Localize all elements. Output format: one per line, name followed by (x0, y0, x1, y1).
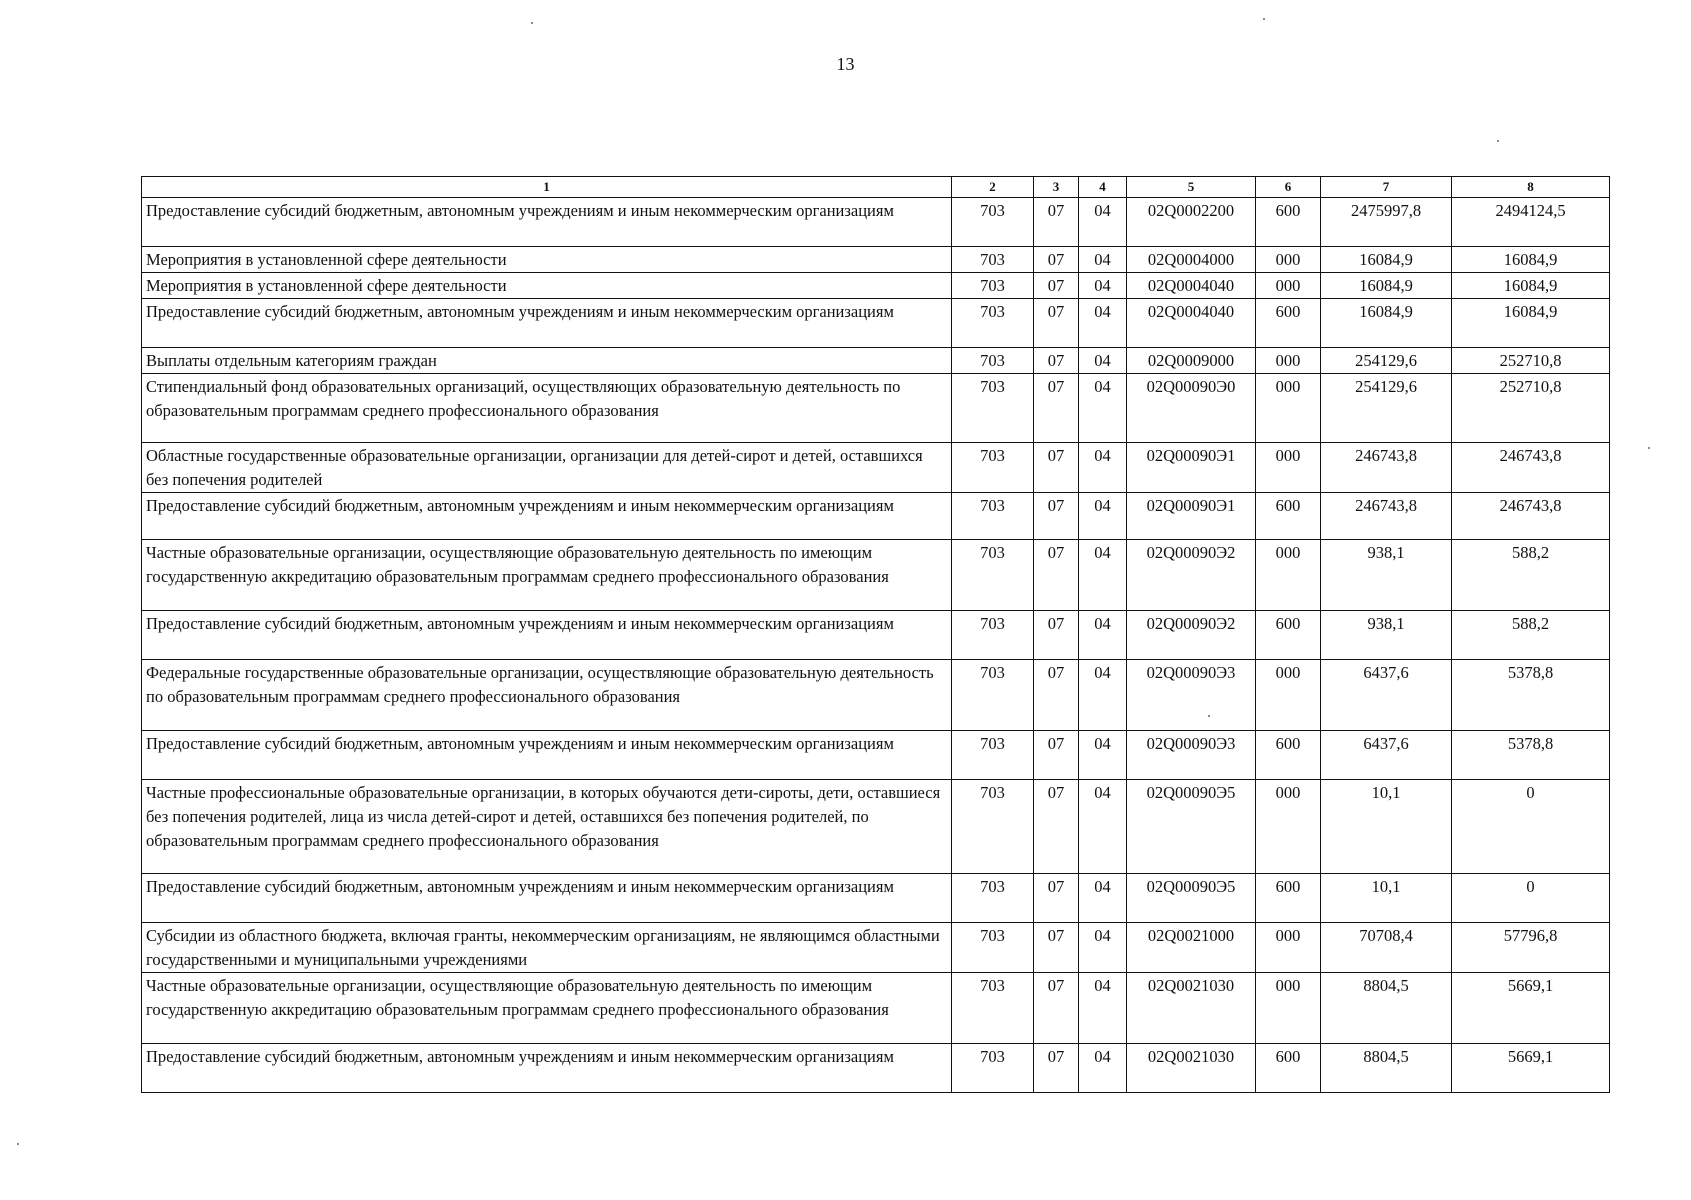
col3-cell: 07 (1034, 780, 1079, 874)
code-cell: 02Q0004000 (1127, 247, 1256, 273)
col3-cell: 07 (1034, 540, 1079, 611)
col4-cell: 04 (1079, 540, 1127, 611)
col2-cell: 703 (952, 731, 1034, 780)
col6-cell: 600 (1256, 611, 1321, 660)
column-header: 8 (1452, 177, 1610, 198)
col4-cell: 04 (1079, 731, 1127, 780)
col3-cell: 07 (1034, 611, 1079, 660)
code-cell: 02Q0021030 (1127, 1044, 1256, 1093)
code-cell: 02Q0009000 (1127, 348, 1256, 374)
amount-col7-cell: 246743,8 (1321, 443, 1452, 493)
amount-col8-cell: 5378,8 (1452, 731, 1610, 780)
code-cell: 02Q0004040 (1127, 299, 1256, 348)
column-header: 1 (142, 177, 952, 198)
col3-cell: 07 (1034, 348, 1079, 374)
row-name: Предоставление субсидий бюджетным, автономным учреждениям и иным некоммерческим организациям (142, 1044, 952, 1093)
column-header: 6 (1256, 177, 1321, 198)
col6-cell: 600 (1256, 874, 1321, 923)
table-row (142, 874, 1610, 923)
col2-cell: 703 (952, 273, 1034, 299)
table-row (142, 540, 1610, 611)
col4-cell: 04 (1079, 923, 1127, 973)
table-row (142, 731, 1610, 780)
row-name: Федеральные государственные образовательные организации, осуществляющие образовательную деятельность по образовательным программам среднего профессионального образования (142, 660, 952, 731)
amount-col8-cell: 5378,8 (1452, 660, 1610, 731)
col3-cell: 07 (1034, 874, 1079, 923)
col4-cell: 04 (1079, 660, 1127, 731)
row-name: Предоставление субсидий бюджетным, автономным учреждениям и иным некоммерческим организациям (142, 493, 952, 540)
row-name: Частные профессиональные образовательные организации, в которых обучаются дети-сироты, дети, оставшиеся без попечения родителей, лица из числа детей-сирот и детей, оставшихся без попечения родителей, по образовательным программам среднего профессионального образования (142, 780, 952, 874)
col2-cell: 703 (952, 923, 1034, 973)
scan-speck (17, 1143, 19, 1145)
table-row (142, 493, 1610, 540)
code-cell: 02Q00090Э2 (1127, 540, 1256, 611)
page-number: 13 (836, 54, 855, 74)
col2-cell: 703 (952, 973, 1034, 1044)
amount-col8-cell: 252710,8 (1452, 374, 1610, 443)
col2-cell: 703 (952, 1044, 1034, 1093)
amount-col7-cell: 16084,9 (1321, 273, 1452, 299)
amount-col7-cell: 254129,6 (1321, 348, 1452, 374)
table-row (142, 611, 1610, 660)
amount-col7-cell: 938,1 (1321, 540, 1452, 611)
col6-cell: 000 (1256, 923, 1321, 973)
column-header: 4 (1079, 177, 1127, 198)
col6-cell: 000 (1256, 374, 1321, 443)
col4-cell: 04 (1079, 198, 1127, 247)
amount-col8-cell: 16084,9 (1452, 273, 1610, 299)
col4-cell: 04 (1079, 273, 1127, 299)
amount-col8-cell: 0 (1452, 874, 1610, 923)
col3-cell: 07 (1034, 660, 1079, 731)
col4-cell: 04 (1079, 874, 1127, 923)
row-name: Предоставление субсидий бюджетным, автономным учреждениям и иным некоммерческим организациям (142, 299, 952, 348)
row-name: Частные образовательные организации, осуществляющие образовательную деятельность по имеющим государственную аккредитацию образовательным программам среднего профессионального образования (142, 540, 952, 611)
column-header: 7 (1321, 177, 1452, 198)
col3-cell: 07 (1034, 1044, 1079, 1093)
amount-col8-cell: 588,2 (1452, 611, 1610, 660)
col3-cell: 07 (1034, 923, 1079, 973)
amount-col8-cell: 16084,9 (1452, 299, 1610, 348)
code-cell: 02Q00090Э2 (1127, 611, 1256, 660)
table-row (142, 443, 1610, 493)
col3-cell: 07 (1034, 731, 1079, 780)
amount-col8-cell: 252710,8 (1452, 348, 1610, 374)
row-name: Субсидии из областного бюджета, включая гранты, некоммерческим организациям, не являющимся областными государственными и муниципальными учреждениями (142, 923, 952, 973)
col6-cell: 000 (1256, 780, 1321, 874)
col3-cell: 07 (1034, 493, 1079, 540)
amount-col7-cell: 16084,9 (1321, 299, 1452, 348)
col4-cell: 04 (1079, 1044, 1127, 1093)
amount-col8-cell: 2494124,5 (1452, 198, 1610, 247)
amount-col7-cell: 16084,9 (1321, 247, 1452, 273)
col4-cell: 04 (1079, 611, 1127, 660)
budget-table (141, 176, 1610, 1093)
col6-cell: 600 (1256, 731, 1321, 780)
col2-cell: 703 (952, 374, 1034, 443)
col2-cell: 703 (952, 493, 1034, 540)
amount-col8-cell: 246743,8 (1452, 443, 1610, 493)
scan-speck (531, 22, 533, 24)
table-row (142, 198, 1610, 247)
col2-cell: 703 (952, 299, 1034, 348)
col2-cell: 703 (952, 660, 1034, 731)
amount-col8-cell: 16084,9 (1452, 247, 1610, 273)
table-row (142, 299, 1610, 348)
amount-col8-cell: 588,2 (1452, 540, 1610, 611)
amount-col8-cell: 57796,8 (1452, 923, 1610, 973)
amount-col7-cell: 10,1 (1321, 874, 1452, 923)
col6-cell: 000 (1256, 348, 1321, 374)
amount-col8-cell: 246743,8 (1452, 493, 1610, 540)
code-cell: 02Q00090Э3 (1127, 660, 1256, 731)
code-cell: 02Q0021000 (1127, 923, 1256, 973)
code-cell: 02Q00090Э1 (1127, 493, 1256, 540)
col3-cell: 07 (1034, 443, 1079, 493)
col3-cell: 07 (1034, 973, 1079, 1044)
table-row (142, 923, 1610, 973)
col2-cell: 703 (952, 780, 1034, 874)
col2-cell: 703 (952, 874, 1034, 923)
col4-cell: 04 (1079, 443, 1127, 493)
scan-speck (1648, 447, 1650, 449)
amount-col7-cell: 8804,5 (1321, 973, 1452, 1044)
code-cell: 02Q00090Э1 (1127, 443, 1256, 493)
table-row (142, 780, 1610, 874)
amount-col7-cell: 246743,8 (1321, 493, 1452, 540)
column-header: 3 (1034, 177, 1079, 198)
amount-col7-cell: 938,1 (1321, 611, 1452, 660)
row-name: Областные государственные образовательные организации, организации для детей-сирот и детей, оставшихся без попечения родителей (142, 443, 952, 493)
col2-cell: 703 (952, 611, 1034, 660)
table-row (142, 660, 1610, 731)
row-name: Предоставление субсидий бюджетным, автономным учреждениям и иным некоммерческим организациям (142, 198, 952, 247)
col6-cell: 600 (1256, 493, 1321, 540)
col2-cell: 703 (952, 348, 1034, 374)
col3-cell: 07 (1034, 247, 1079, 273)
col6-cell: 600 (1256, 1044, 1321, 1093)
code-cell: 02Q00090Э0 (1127, 374, 1256, 443)
amount-col7-cell: 70708,4 (1321, 923, 1452, 973)
row-name: Предоставление субсидий бюджетным, автономным учреждениям и иным некоммерческим организациям (142, 874, 952, 923)
table-row (142, 273, 1610, 299)
col4-cell: 04 (1079, 374, 1127, 443)
amount-col7-cell: 2475997,8 (1321, 198, 1452, 247)
code-cell: 02Q00090Э5 (1127, 874, 1256, 923)
code-cell: 02Q00090Э3 (1127, 731, 1256, 780)
row-name: Стипендиальный фонд образовательных организаций, осуществляющих образовательную деятельность по образовательным программам среднего профессионального образования (142, 374, 952, 443)
amount-col8-cell: 0 (1452, 780, 1610, 874)
col6-cell: 000 (1256, 540, 1321, 611)
column-header: 5 (1127, 177, 1256, 198)
amount-col7-cell: 6437,6 (1321, 660, 1452, 731)
column-header: 2 (952, 177, 1034, 198)
row-name: Предоставление субсидий бюджетным, автономным учреждениям и иным некоммерческим организациям (142, 731, 952, 780)
amount-col7-cell: 6437,6 (1321, 731, 1452, 780)
amount-col8-cell: 5669,1 (1452, 973, 1610, 1044)
col6-cell: 000 (1256, 273, 1321, 299)
col4-cell: 04 (1079, 247, 1127, 273)
amount-col7-cell: 8804,5 (1321, 1044, 1452, 1093)
table-row (142, 247, 1610, 273)
col6-cell: 000 (1256, 660, 1321, 731)
col3-cell: 07 (1034, 198, 1079, 247)
col4-cell: 04 (1079, 493, 1127, 540)
table-row (142, 1044, 1610, 1093)
table-row (142, 348, 1610, 374)
code-cell: 02Q0021030 (1127, 973, 1256, 1044)
amount-col7-cell: 254129,6 (1321, 374, 1452, 443)
col4-cell: 04 (1079, 780, 1127, 874)
row-name: Мероприятия в установленной сфере деятельности (142, 247, 952, 273)
col6-cell: 000 (1256, 247, 1321, 273)
col4-cell: 04 (1079, 973, 1127, 1044)
header-row (142, 177, 1610, 198)
code-cell: 02Q0004040 (1127, 273, 1256, 299)
col2-cell: 703 (952, 540, 1034, 611)
col6-cell: 000 (1256, 443, 1321, 493)
col2-cell: 703 (952, 443, 1034, 493)
row-name: Мероприятия в установленной сфере деятельности (142, 273, 952, 299)
code-cell: 02Q0002200 (1127, 198, 1256, 247)
col3-cell: 07 (1034, 273, 1079, 299)
col6-cell: 600 (1256, 198, 1321, 247)
scan-speck (1263, 18, 1265, 20)
col6-cell: 000 (1256, 973, 1321, 1044)
col3-cell: 07 (1034, 299, 1079, 348)
col3-cell: 07 (1034, 374, 1079, 443)
col4-cell: 04 (1079, 348, 1127, 374)
code-cell: 02Q00090Э5 (1127, 780, 1256, 874)
col4-cell: 04 (1079, 299, 1127, 348)
scan-speck (1497, 140, 1499, 142)
table-row (142, 374, 1610, 443)
scan-speck (1208, 715, 1210, 717)
row-name: Частные образовательные организации, осуществляющие образовательную деятельность по имеющим государственную аккредитацию образовательным программам среднего профессионального образования (142, 973, 952, 1044)
col2-cell: 703 (952, 198, 1034, 247)
row-name: Предоставление субсидий бюджетным, автономным учреждениям и иным некоммерческим организациям (142, 611, 952, 660)
row-name: Выплаты отдельным категориям граждан (142, 348, 952, 374)
table-row (142, 973, 1610, 1044)
col6-cell: 600 (1256, 299, 1321, 348)
amount-col7-cell: 10,1 (1321, 780, 1452, 874)
col2-cell: 703 (952, 247, 1034, 273)
amount-col8-cell: 5669,1 (1452, 1044, 1610, 1093)
